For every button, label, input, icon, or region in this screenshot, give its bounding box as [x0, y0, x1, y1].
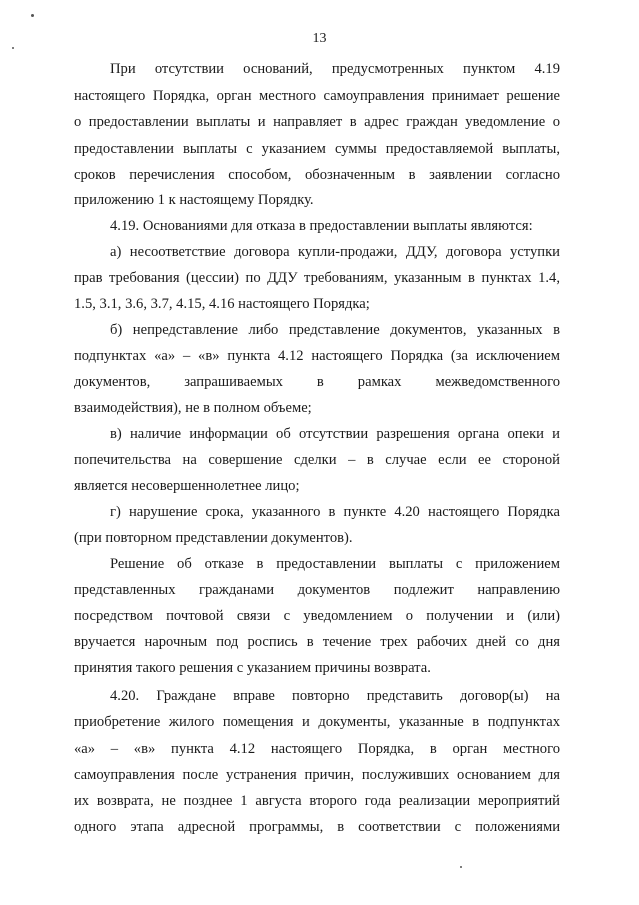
text-line: посредством почтовой связи с уведомлением о получении и (или)	[74, 608, 560, 624]
text-line: вручается нарочным под роспись в течение трех рабочих дней со дня	[74, 634, 560, 650]
text-line: их возврата, не позднее 1 августа второго года реализации мероприятий	[74, 793, 560, 809]
text-line: (при повторном представлении документов).	[74, 530, 353, 546]
text-line: предоставлении выплаты с указанием суммы предоставляемой выплаты,	[74, 141, 560, 157]
text-line: о предоставлении выплаты и направляет в адрес граждан уведомление о	[74, 114, 560, 130]
text-line: сроков перечисления способом, обозначенным в заявлении согласно	[74, 167, 560, 183]
text-line: подпунктах «а» – «в» пункта 4.12 настоящего Порядка (за исключением	[74, 348, 560, 364]
text-line: приложению 1 к настоящему Порядку.	[74, 192, 314, 208]
text-line: г) нарушение срока, указанного в пункте 4.20 настоящего Порядка	[110, 504, 560, 520]
text-line: документов, запрашиваемых в рамках межведомственного	[74, 374, 560, 390]
text-line: прав требования (цессии) по ДДУ требованиям, указанным в пунктах 1.4,	[74, 270, 560, 286]
scan-speck	[12, 47, 14, 49]
text-line: 1.5, 3.1, 3.6, 3.7, 4.15, 4.16 настоящего Порядка;	[74, 296, 370, 312]
text-line: приобретение жилого помещения и документы, указанные в подпунктах	[74, 714, 560, 730]
text-line: самоуправления после устранения причин, послуживших основанием для	[74, 767, 560, 783]
text-line: представленных гражданами документов подлежит направлению	[74, 582, 560, 598]
text-line: является несовершеннолетнее лицо;	[74, 478, 300, 494]
text-line: «а» – «в» пункта 4.12 настоящего Порядка, в орган местного	[74, 741, 560, 757]
text-line: При отсутствии оснований, предусмотренных пунктом 4.19	[110, 61, 560, 77]
text-line: принятия такого решения с указанием причины возврата.	[74, 660, 431, 676]
text-line: Решение об отказе в предоставлении выплаты с приложением	[110, 556, 560, 572]
text-line: в) наличие информации об отсутствии разрешения органа опеки и	[110, 426, 560, 442]
text-line: 4.19. Основаниями для отказа в предоставлении выплаты являются:	[110, 218, 533, 234]
scan-speck	[460, 866, 462, 868]
text-line: 4.20. Граждане вправе повторно представить договор(ы) на	[110, 688, 560, 704]
text-line: б) непредставление либо представление документов, указанных в	[110, 322, 560, 338]
text-line: попечительства на совершение сделки – в случае если ее стороной	[74, 452, 560, 468]
text-line: а) несоответствие договора купли-продажи, ДДУ, договора уступки	[110, 244, 560, 260]
scan-speck	[31, 14, 34, 17]
text-line: взаимодействия), не в полном объеме;	[74, 400, 312, 416]
text-line: настоящего Порядка, орган местного самоуправления принимает решение	[74, 88, 560, 104]
page-number: 13	[312, 31, 327, 46]
text-line: одного этапа адресной программы, в соответствии с положениями	[74, 819, 560, 835]
